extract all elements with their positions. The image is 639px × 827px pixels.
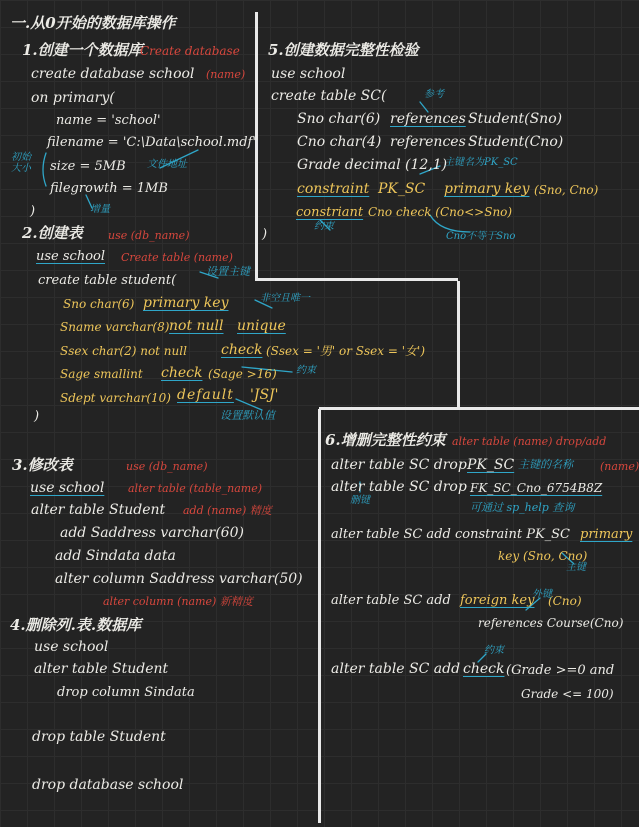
s6-key-columns: key (Sno, Cno) [498,549,588,563]
s2-not-null: not null [169,318,224,334]
s6-pk-name-hint: (name) [600,460,639,473]
section-3-heading-hint: use (db_name) [126,460,208,473]
s1-filename-note: 文件地址 [147,159,187,170]
s3-add-hint: add (name) 精度 [183,504,272,517]
s5-pk-sc: PK_SC [378,181,426,197]
s6-add-constraint: alter table SC add constraint PK_SC [331,527,571,542]
s2-use-hint: Create table (name) [121,251,233,264]
s5-references-2: references [390,134,466,150]
s2-ssex-check: check [221,342,263,358]
s5-pk-name-note: 主键名为PK_SC [444,157,518,168]
s4-drop-table: drop table Student [32,729,166,745]
s6-drop-pk-prefix: alter table SC drop [331,457,467,473]
s6-drop-pk-name: PK_SC [467,457,515,473]
section-6-heading-hint: alter table (name) drop/add [452,435,607,448]
s6-check-note: 约束 [484,645,504,656]
s6-fk-column: (Cno) [548,594,582,608]
s5-create-table: create table SC( [271,88,387,104]
section-5-heading: 5.创建数据完整性检验 [268,41,419,59]
s4-drop-database: drop database school [32,777,184,793]
s4-drop-column: drop column Sindata [57,685,195,700]
s4-alter-table: alter table Student [34,661,169,677]
s6-references-course: references Course(Cno) [478,616,624,630]
s5-constriant: constriant [296,205,364,220]
s6-drop-fk-note: 删键 [350,495,370,506]
s2-create-table: create table student( [38,273,177,288]
s6-check-condition-2: Grade <= 100) [521,687,614,701]
s3-alter-hint: alter table (table_name) [128,482,263,495]
s6-check-condition: (Grade >=0 and [506,663,615,678]
section-1-heading: 1.创建一个数据库 [22,41,143,59]
s2-ssex-condition: (Ssex = '男' or Ssex = '女') [266,344,426,358]
s6-drop-fk-prefix: alter table SC drop [331,479,467,495]
s3-add-sindata: add Sindata data [55,548,176,564]
s1-filename: filename = 'C:\Data\school.mdf' [47,135,256,150]
s5-use-school: use school [271,66,346,82]
s5-ref-student-cno: Student(Cno) [468,134,564,150]
s5-constraint: constraint [297,181,370,197]
s2-close: ) [34,409,40,424]
section-3-heading: 3.修改表 [12,456,73,474]
s3-add-saddress: add Saddress varchar(60) [60,525,244,541]
s2-primary-key-note: 设置主键 [206,265,250,278]
s3-alter-table: alter table Student [31,502,166,518]
s6-pk-name-note: 主键的名称 [518,458,573,471]
s1-on-primary: on primary( [31,90,115,106]
s1-name: name = 'school' [56,113,161,128]
s3-use-school: use school [30,480,105,496]
s2-check-note: 约束 [296,365,316,376]
s5-reference-note: 参考 [424,89,444,100]
s3-alter-column-hint: alter column (name) 新精度 [103,595,253,608]
s5-pk-columns: (Sno, Cno) [534,183,599,197]
s5-cno-check: Cno check (Cno<>Sno) [368,205,513,219]
s6-add-check-prefix: alter table SC add [331,661,461,677]
s6-sp-help-note: 可通过 sp_help 查询 [470,501,575,514]
s5-cno: Cno char(4) [297,134,382,150]
s6-check: check [463,661,505,677]
section-6-heading: 6.增删完整性约束 [325,431,446,449]
s5-primary-key: primary key [444,181,530,197]
s6-drop-fk-name: FK_SC_Cno_6754B8Z [470,481,603,495]
s2-sage: Sage smallint [60,367,143,381]
section-2-heading-hint: use (db_name) [108,229,190,242]
s6-add-fk-prefix: alter table SC add [331,593,451,608]
s2-default-value: 'JSJ' [250,387,279,403]
s2-default-note: 设置默认值 [220,409,275,422]
s1-filegrowth: filegrowth = 1MB [50,181,168,196]
s2-sage-check: check [161,365,203,381]
s2-sno: Sno char(6) [63,297,135,311]
s1-create-database: create database school [31,66,195,82]
s6-pk-note: 主键 [566,562,586,573]
section-1-heading-hint: Create database [140,44,240,58]
s5-sno: Sno char(6) [297,111,381,127]
s5-constraint-note: 约束 [314,221,334,232]
s2-unique-note: 非空且唯一 [260,293,310,304]
s1-close: ) [30,204,36,219]
s6-primary: primary [580,527,633,542]
section-4-heading: 4.删除列.表.数据库 [10,616,142,634]
section-2-heading: 2.创建表 [22,224,83,242]
s1-size: size = 5MB [50,159,126,174]
s2-default: default [177,387,234,403]
s5-references-1: references [390,111,466,127]
s2-primary-key: primary key [143,295,229,311]
s2-unique: unique [237,318,286,334]
s4-use-school: use school [34,639,109,655]
s1-create-database-hint: (name) [206,68,246,81]
s5-grade: Grade decimal (12,1) [297,157,448,173]
s2-sname: Sname varchar(8) [60,320,170,334]
s1-filegrowth-note: 增量 [90,204,110,215]
s2-sdept: Sdept varchar(10) [60,391,171,405]
s5-ref-student-sno: Student(Sno) [468,111,563,127]
s6-foreign-key: foreign key [460,593,535,608]
s2-use-school: use school [36,249,106,264]
s2-sage-condition: (Sage >16) [208,367,277,381]
s1-size-note: 初始大小 [11,152,31,174]
s6-fk-note: 外键 [532,589,552,600]
s3-alter-column: alter column Saddress varchar(50) [55,571,303,587]
s2-ssex: Ssex char(2) not null [60,344,187,358]
bracket-size-arrow [43,153,46,186]
section-2-heading-close: ) [262,227,268,242]
page-title: 一.从0开始的数据库操作 [10,14,176,32]
s5-cno-note: Cno不等于Sno [446,231,516,242]
